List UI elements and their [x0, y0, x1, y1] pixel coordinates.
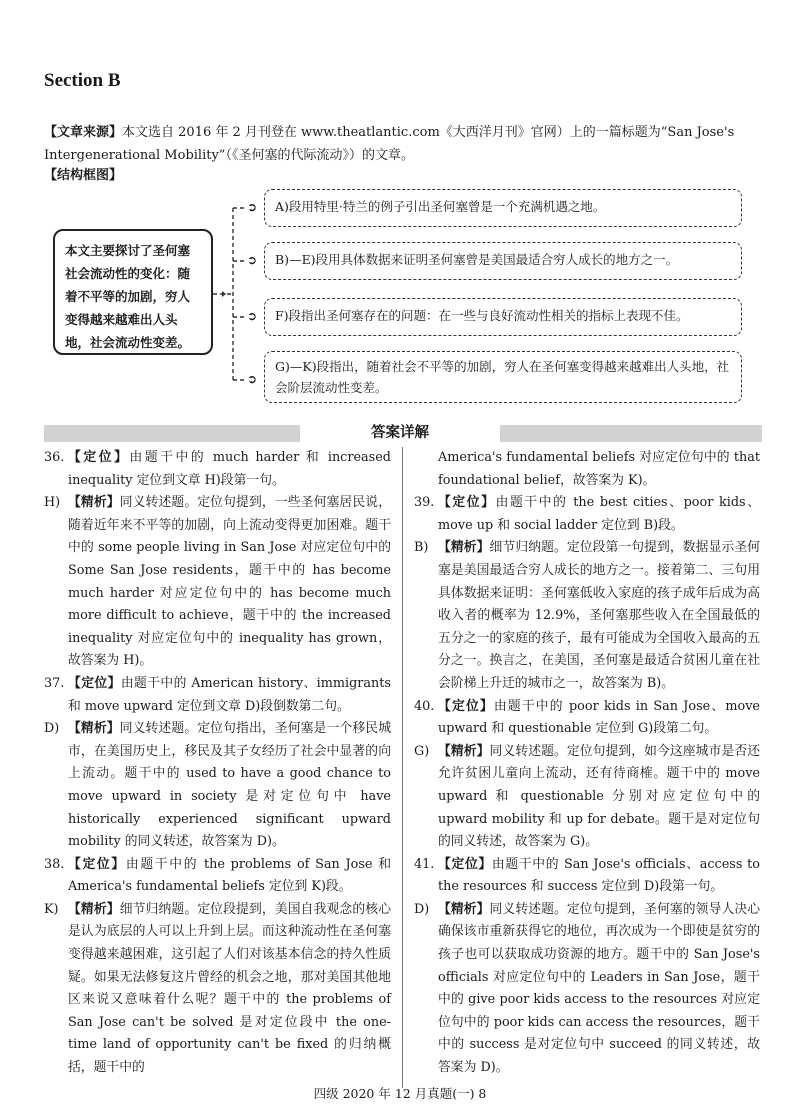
column-divider [402, 447, 403, 1088]
answers-title: 答案详解 [300, 421, 500, 442]
item-tag: 【定位】 [438, 495, 496, 511]
article-source [44, 121, 770, 167]
item-text: 同义转述题。定位句指出，圣何塞是一个移民城市，在美国历史上，移民及其子女经历了社会中显著的向上流动。题干中的 used to have a good chance to move upward in society 是对定位句中 have historically experienced significant upward mobility 的同义转述，故答案为 D)。 [68, 721, 392, 850]
item-tag: 【精析】 [68, 495, 120, 511]
answer-item [44, 492, 391, 673]
item-number: G) [414, 743, 430, 759]
item-tag: 【定位】 [68, 675, 121, 691]
answer-item [414, 537, 760, 695]
diagram-branch: A)段用特里·特兰的例子引出圣何塞曾是一个充满机遇之地。 [264, 189, 742, 227]
answer-item [414, 899, 760, 1080]
item-number: 37. [44, 675, 65, 691]
item-number: 39. [414, 495, 435, 511]
item-tag: 【精析】 [68, 901, 120, 917]
diagram-main-box: 本文主要探讨了圣何塞社会流动性的变化：随着不平等的加剧，穷人变得越来越难出人头地，社会流动性变差。 [53, 229, 213, 355]
source-text: 本文选自 2016 年 2 月刊登在 www.theatlantic.com《大西洋月刊》官网）上的一篇标题为“San Jose's Intergenerational Mobility”（《圣何塞的代际流动》）的文章。 [44, 125, 735, 163]
item-number: K) [44, 901, 59, 917]
page-footer: 四级 2020 年 12 月真题(一) 8 [313, 1086, 487, 1101]
item-text: 同义转述题。定位句提到，圣何塞的领导人决心确保该市重新获得它的地位，再次成为一个即使是贫穷的孩子也可以获取成功资源的地方。题干中的 San Jose's officials 对应定位句中的 Leaders in San Jose，题干中的 give poor kids access to the resources 对应定位句中的 poor kids can access the resources，题干中的 success 是对定位句中 succeed 的同义转述，故答案为 D)。 [438, 901, 761, 1076]
item-text: 由题干中的 the best cities、poor kids、move up 和 social ladder 定位到 B)段。 [438, 495, 760, 533]
item-text: America's fundamental beliefs 对应定位句中的 that foundational belief，故答案为 K)。 [438, 450, 760, 488]
answer-item [414, 854, 760, 899]
item-text: 由题干中的 much harder 和 increased inequality 定位到文章 H)段第一句。 [68, 450, 391, 488]
item-tag: 【精析】 [438, 540, 490, 556]
item-text: 细节归纳题。定位段第一句提到，数据显示圣何塞是美国最适合穷人成长的地方之一。接着第二、三句用具体数据来证明：圣何塞低收入家庭的孩子成年后成为高收入者的概率为 12.9%，圣何塞那些收入在全国最低的五分之一的家庭的孩子，最有可能成为全国收入最高的五分之一。换言之，在美国，圣何塞是最适合贫困儿童在社会阶梯上升迁的城市之一，故答案为 B)。 [438, 540, 761, 691]
item-text: 同义转述题。定位句提到，一些圣何塞居民说，随着近年来不平等的加剧，向上流动变得更加困难。题干中的 some people living in San Jose 对应定位句中的 Some San Jose residents，题干中的 has become much harder 对应定位句中的 has become much more difficult to achieve，题干中的 the increased inequality 对应定位句中的 inequality has grown，故答案为 H)。 [68, 495, 392, 669]
diagram-branch: B)—E)段用具体数据来证明圣何塞曾是美国最适合穷人成长的地方之一。 [264, 242, 742, 280]
item-tag: 【精析】 [68, 721, 120, 737]
item-number: D) [414, 901, 430, 917]
item-number: 36. [44, 450, 65, 465]
item-number: 40. [414, 698, 435, 714]
answer-item [414, 696, 760, 741]
answer-item [44, 447, 391, 492]
answer-item [414, 492, 760, 537]
item-text: 由题干中的 American history、immigrants 和 move upward 定位到文章 D)段倒数第二句。 [68, 675, 392, 714]
item-text: 由题干中的 the problems of San Jose 和 America's fundamental beliefs 定位到 K)段。 [68, 856, 392, 895]
item-text: 由题干中的 San Jose's officials、access to the resources 和 success 定位到 D)段第一句。 [438, 856, 760, 895]
arrow-icon: ➲ [247, 253, 258, 267]
item-tag: 【定位】 [68, 856, 126, 872]
item-tag: 【精析】 [438, 901, 490, 917]
item-tag: 【定位】 [438, 856, 492, 872]
structure-label: 【结构框图】 [44, 168, 123, 183]
answer-item [414, 447, 760, 492]
arrow-icon: ➲ [247, 372, 258, 386]
item-tag: 【定位】 [68, 450, 130, 465]
answer-item [44, 718, 391, 854]
item-tag: 【精析】 [438, 743, 490, 759]
source-label: 【文章来源】 [44, 125, 123, 140]
right-column [414, 447, 760, 1080]
item-text: 由题干中的 poor kids in San Jose、move upward 和 questionable 定位到 G)段第二句。 [438, 698, 760, 737]
item-number: B) [414, 540, 429, 556]
item-tag: 【定位】 [438, 698, 494, 714]
item-text: 同义转述题。定位句提到，如今这座城市是否还允许贫困儿童向上流动，还有待商榷。题干中的 move upward 和 questionable 分别对应定位句中的 upward mobility 和 up for debate。题干是对定位句的同义转述，故答案为 G)。 [438, 743, 761, 850]
diagram-branch: F)段指出圣何塞存在的问题：在一些与良好流动性相关的指标上表现不佳。 [264, 298, 742, 336]
item-number: 38. [44, 856, 65, 872]
diagram-branch: G)—K)段指出，随着社会不平等的加剧，穷人在圣何塞变得越来越难出人头地，社会阶层流动性变差。 [264, 351, 742, 403]
answer-item [44, 899, 391, 1080]
item-number: 41. [414, 856, 435, 872]
left-column [44, 447, 391, 1080]
item-number: D) [44, 721, 60, 737]
section-title: Section B [44, 70, 121, 91]
item-number: H) [44, 495, 61, 511]
answer-item [44, 673, 391, 718]
answer-item [44, 854, 391, 899]
answer-item [414, 741, 760, 854]
item-text: 细节归纳题。定位段提到，美国自我观念的核心是认为底层的人可以上升到上层。而这种流动性在圣何塞变得越来越困难，这引起了人们对该基本信念的持久性质疑。如果无法修复这片曾经的机会之地，那对美国其他地区来说又意味着什么呢？题干中的 the problems of San Jose can't be solved 是对定位段中 the one-time land of opportunity can't be fixed 的归纳概括，题干中的 [68, 901, 392, 1076]
arrow-icon: ➲ [247, 200, 258, 214]
arrow-icon: ➲ [247, 309, 258, 323]
